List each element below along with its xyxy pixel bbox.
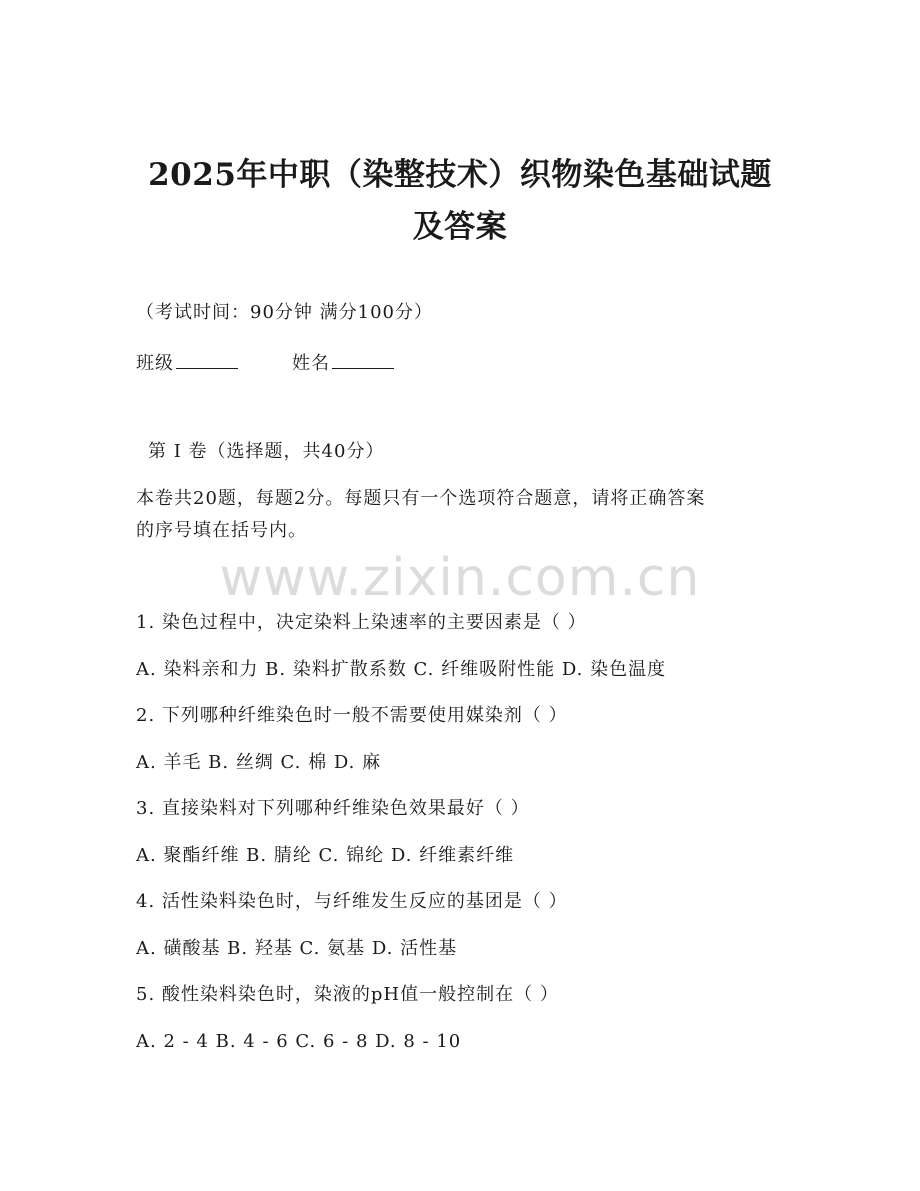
watermark: www.zixin.com.cn [219,548,701,608]
student-info-row [136,352,394,373]
section-instruction-line-1: 本卷共20题，每题2分。每题只有一个选项符合题意，请将正确答案 [136,488,706,509]
question-stem: 2. 下列哪种纤维染色时一般不需要使用媒染剂（ ） [136,705,568,726]
class-label: 班级 [136,353,174,374]
document-title-line-1: 2025年中职（染整技术）织物染色基础试题 [148,157,772,193]
name-label: 姓名 [292,353,330,374]
document-title-line-2: 及答案 [412,209,508,245]
section-heading: 第 I 卷（选择题，共40分） [148,441,385,462]
section-instruction-line-2: 的序号填在括号内。 [136,520,307,541]
question-stem: 5. 酸性染料染色时，染液的pH值一般控制在（ ） [136,984,559,1005]
question-options: A. 2 - 4 B. 4 - 6 C. 6 - 8 D. 8 - 10 [136,1031,462,1052]
question-options: A. 磺酸基 B. 羟基 C. 氨基 D. 活性基 [136,938,458,959]
question-options: A. 染料亲和力 B. 染料扩散系数 C. 纤维吸附性能 D. 染色温度 [136,659,667,680]
class-blank[interactable] [176,352,238,369]
question-options: A. 聚酯纤维 B. 腈纶 C. 锦纶 D. 纤维素纤维 [136,845,515,866]
question-stem: 1. 染色过程中，决定染料上染速率的主要因素是（ ） [136,612,587,633]
question-stem: 3. 直接染料对下列哪种纤维染色效果最好（ ） [136,798,530,819]
question-options: A. 羊毛 B. 丝绸 C. 棉 D. 麻 [136,752,382,773]
exam-time-score: （考试时间：90分钟 满分100分） [136,302,433,323]
question-stem: 4. 活性染料染色时，与纤维发生反应的基团是（ ） [136,891,568,912]
name-blank[interactable] [332,352,394,369]
